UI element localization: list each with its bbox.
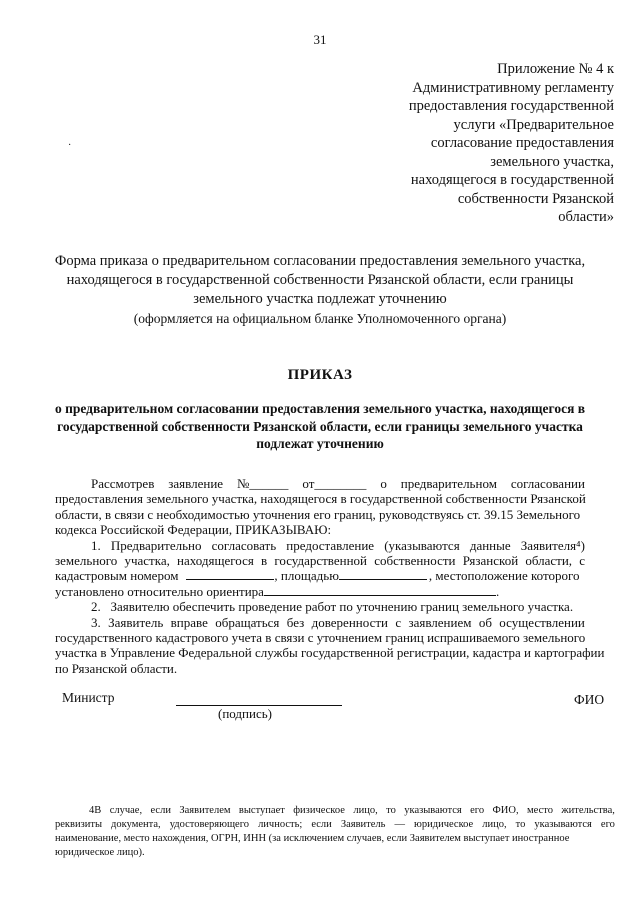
appendix-line: Административному регламенту <box>412 79 614 96</box>
form-title-line: земельного участка подлежат уточнению <box>193 291 447 307</box>
landmark-blank <box>264 584 496 596</box>
body-line: 2. Заявителю обеспечить проведение работ по уточнению границ земельного участка. <box>91 599 574 615</box>
body-line: участка в Управление Федеральной службы государственной регистрации, кадастра и картографии <box>55 645 605 661</box>
body-line: области, в связи с необходимостью уточнения его границ, руководствуясь ст. 39.15 Земельного <box>55 506 581 522</box>
signature-label: (подпись) <box>218 706 272 721</box>
order-subject-line: подлежат уточнению <box>256 436 384 451</box>
form-note: (оформляется на официальном бланке Уполномоченного органа) <box>133 311 507 326</box>
appendix-line: земельного участка, <box>490 153 614 170</box>
footnote-line: наименование, место нахождения, ОГРН, ИНН (за исключением случаев, если Заявителем выступает иностранное <box>55 833 570 844</box>
footnote-line: юридическое лицо). <box>55 847 145 858</box>
form-title <box>30 252 610 328</box>
appendix-line: согласование предоставления <box>430 135 614 151</box>
body-line: земельного участка, находящегося в государственной собственности Рязанской области, с <box>55 553 585 569</box>
appendix-line: услуги «Предварительное <box>453 116 614 133</box>
fio-label: ФИО <box>574 692 605 707</box>
body-line: Рассмотрев заявление №______ от________ о предварительном согласовании <box>91 476 585 491</box>
body-line: предоставления земельного участка, находящегося в государственной собственности Рязанской <box>55 491 586 507</box>
order-body <box>55 476 605 676</box>
order-subject-line: о предварительном согласовании предоставления земельного участка, находящегося в <box>54 401 586 416</box>
order-heading: ПРИКАЗ <box>287 367 353 383</box>
footnote-line: 4В случае, если Заявителем выступает физическое лицо, то указываются его ФИО, место жительства, <box>89 805 615 816</box>
appendix-line: области» <box>558 209 614 225</box>
scan-dot: · <box>68 140 72 151</box>
body-line: 1. Предварительно согласовать предоставление (указываются данные Заявителя⁴) <box>91 537 585 553</box>
form-title-line: находящегося в государственной собственности Рязанской области, если границы <box>66 272 574 288</box>
footnote <box>55 804 615 860</box>
appendix-line: предоставления государственной <box>408 98 614 114</box>
body-line: по Рязанской области. <box>55 660 178 676</box>
order-subject <box>24 400 616 453</box>
appendix-line: собственности Рязанской <box>457 190 614 207</box>
body-line: установлено относительно ориентира . <box>55 583 500 599</box>
appendix-header <box>354 60 614 227</box>
minister-label: Министр <box>62 690 115 705</box>
body-line: государственного кадастрового учета в связи с уточнением границ испрашиваемого земельного <box>55 630 586 646</box>
appendix-line: находящегося в государственной <box>410 172 614 188</box>
footnote-line: реквизиты документа, удостоверяющего личность; если Заявитель — юридическое лицо, то указываются его <box>55 819 615 830</box>
order-subject-line: государственной собственности Рязанской области, если границы земельного участка <box>57 418 583 434</box>
appendix-line: Приложение № 4 к <box>497 61 614 77</box>
cadastral-number-blank <box>186 568 274 580</box>
body-line: кодекса Российской Федерации, ПРИКАЗЫВАЮ: <box>55 522 332 538</box>
body-line: 3. Заявитель вправе обращаться без доверенности с заявлением об осуществлении <box>91 614 585 630</box>
page-number: 31 <box>313 32 327 47</box>
form-title-line: Форма приказа о предварительном согласовании предоставления земельного участка, <box>54 253 586 269</box>
area-blank <box>339 568 427 580</box>
body-line: кадастровым номером , площадью , местоположение которого <box>55 568 580 584</box>
